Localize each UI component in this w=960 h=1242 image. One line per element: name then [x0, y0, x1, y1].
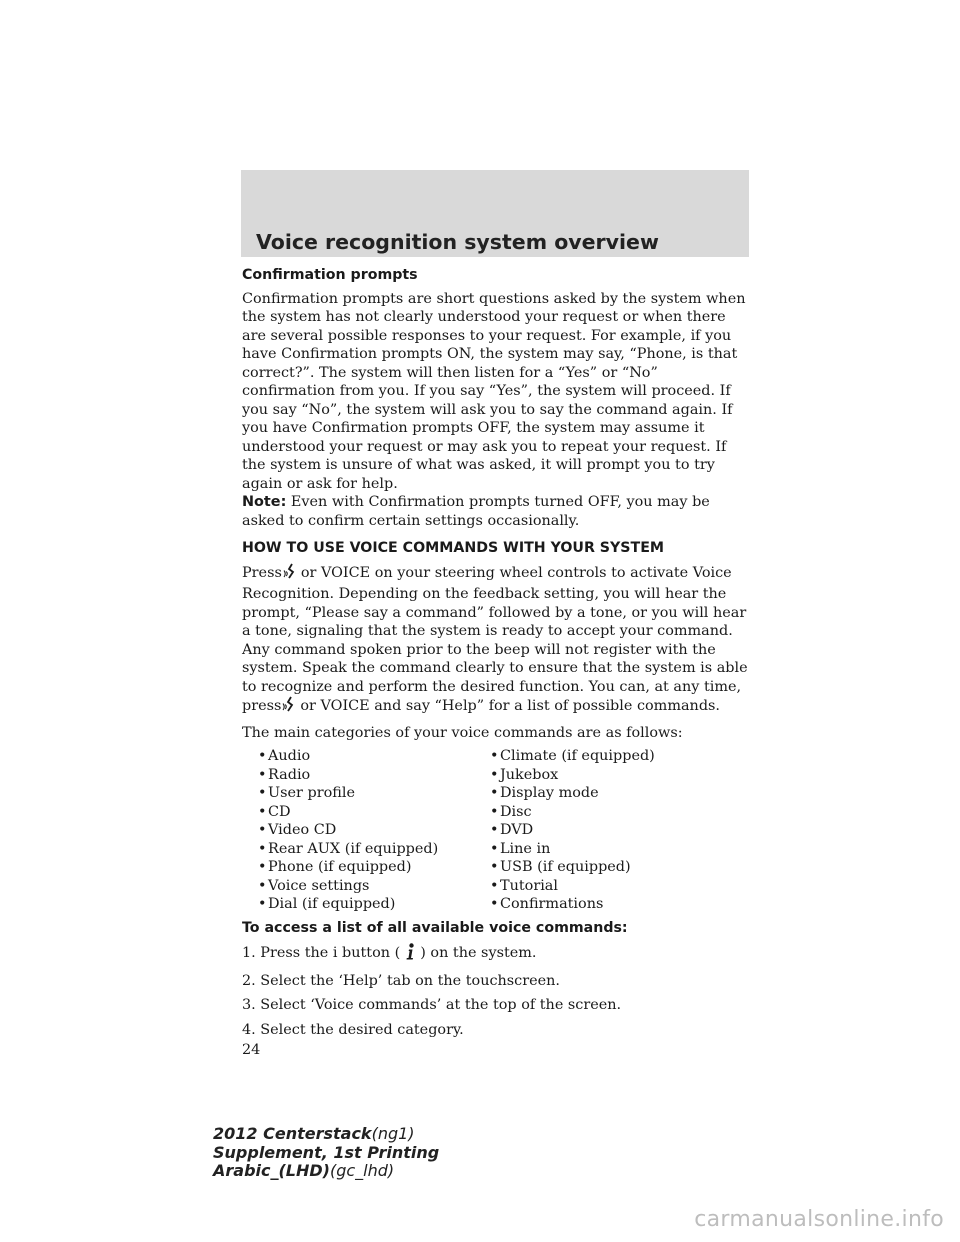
page-title: Voice recognition system overview	[256, 230, 659, 254]
bullet-icon: •	[258, 877, 267, 894]
list-item: • Phone (if equipped)	[258, 859, 412, 875]
bullet-icon: •	[258, 766, 267, 783]
list-item: • DVD	[490, 822, 534, 838]
step-2: 2. Select the ‘Help’ tab on the touchscreen.	[242, 972, 560, 989]
note-label: Note:	[242, 494, 287, 510]
bullet-icon: •	[490, 896, 499, 912]
voice-instructions-text: or VOICE on your steering wheel controls to activate Voice Recognition. Depending on the feedback setting, you will hear the prompt, “Please say a command” followed by a tone, or you will hear a tone, signaling that the system is ready to accept your command. Any command spoken prior to the beep will not register with the system. Speak the command clearly to ensure that the system is able to recognize and perform the desired function. You can, at any time, press	[242, 564, 748, 714]
bullet-icon: •	[258, 840, 267, 857]
section-heading-confirmation: Confirmation prompts	[242, 267, 418, 283]
list-item: • Voice settings	[258, 877, 370, 894]
bullet-icon: •	[258, 748, 267, 764]
bullet-icon: •	[258, 859, 267, 875]
section-heading-voice-commands: HOW TO USE VOICE COMMANDS WITH YOUR SYSTEM	[242, 540, 665, 556]
note-paragraph	[242, 493, 754, 530]
bullet-icon: •	[490, 840, 499, 857]
categories-intro: The main categories of your voice commands are as follows:	[242, 724, 683, 741]
page-number: 24	[242, 1042, 261, 1058]
list-item: • Audio	[258, 748, 311, 764]
site-watermark: carmanualsonline.info	[694, 1207, 944, 1232]
step-1: 1. Press the i button ( ) on the system.	[242, 943, 754, 966]
note-text: Even with Confirmation prompts turned OFF, you may be asked to confirm certain settings occasionally.	[242, 494, 710, 529]
list-item: • Disc	[490, 803, 532, 820]
voice-button-icon	[283, 563, 298, 586]
voice-commands-paragraph	[242, 563, 754, 719]
print-footer	[213, 1125, 439, 1181]
bullet-icon: •	[490, 877, 499, 894]
step-4: 4. Select the desired category.	[242, 1021, 464, 1038]
bullet-icon: •	[490, 859, 499, 875]
list-item: • Radio	[258, 766, 311, 783]
list-item: • Line in	[490, 840, 551, 857]
list-item: • User profile	[258, 785, 355, 801]
category-list	[242, 747, 754, 914]
footer-line-1: 2012 Centerstack(ng1)	[213, 1124, 415, 1143]
footer-line-3: Arabic_(LHD)(gc_lhd)	[213, 1161, 395, 1180]
list-item: • Jukebox	[490, 766, 559, 783]
list-item: • Dial (if equipped)	[258, 896, 396, 912]
bullet-icon: •	[490, 766, 499, 783]
list-heading: To access a list of all available voice commands:	[242, 919, 628, 936]
bullet-icon: •	[490, 822, 499, 838]
list-item: • CD	[258, 803, 291, 820]
bullet-icon: •	[490, 785, 499, 801]
step-3: 3. Select ‘Voice commands’ at the top of the screen.	[242, 997, 622, 1013]
press-text: Press	[242, 564, 282, 581]
bullet-icon: •	[258, 785, 267, 801]
bullet-icon: •	[258, 803, 267, 820]
list-item: • Tutorial	[490, 877, 558, 894]
info-icon	[404, 943, 416, 966]
list-item: • Video CD	[258, 822, 337, 838]
main-content	[242, 266, 754, 1060]
list-item: • USB (if equipped)	[490, 859, 631, 875]
list-item: • Climate (if equipped)	[490, 748, 655, 764]
list-item: • Rear AUX (if equipped)	[258, 840, 439, 857]
list-item: • Confirmations	[490, 896, 604, 912]
voice-help-text: or VOICE and say “Help” for a list of possible commands.	[300, 698, 720, 714]
list-item: • Display mode	[490, 785, 599, 801]
footer-line-2: Supplement, 1st Printing	[213, 1142, 440, 1162]
bullet-icon: •	[490, 748, 499, 764]
bullet-icon: •	[490, 803, 499, 820]
bullet-icon: •	[258, 896, 267, 912]
bullet-icon: •	[258, 822, 267, 838]
voice-button-icon	[282, 696, 297, 719]
confirmation-paragraph: Confirmation prompts are short questions asked by the system when the system has not clearly understood your request or when there are several possible responses to your request. For example, if you have Confirmation prompts ON, the system may say, “Phone, is that correct?”. The system will then listen for a “Yes” or “No” confirmation from you. If you say “Yes”, the system will proceed. If you say “No”, the system will ask you to say the command again. If you have Confirmation prompts OFF, the system may assume it understood your request or may ask you to repeat your request. If the system is unsure of what was asked, it will prompt you to try again or ask for help.	[242, 290, 746, 492]
